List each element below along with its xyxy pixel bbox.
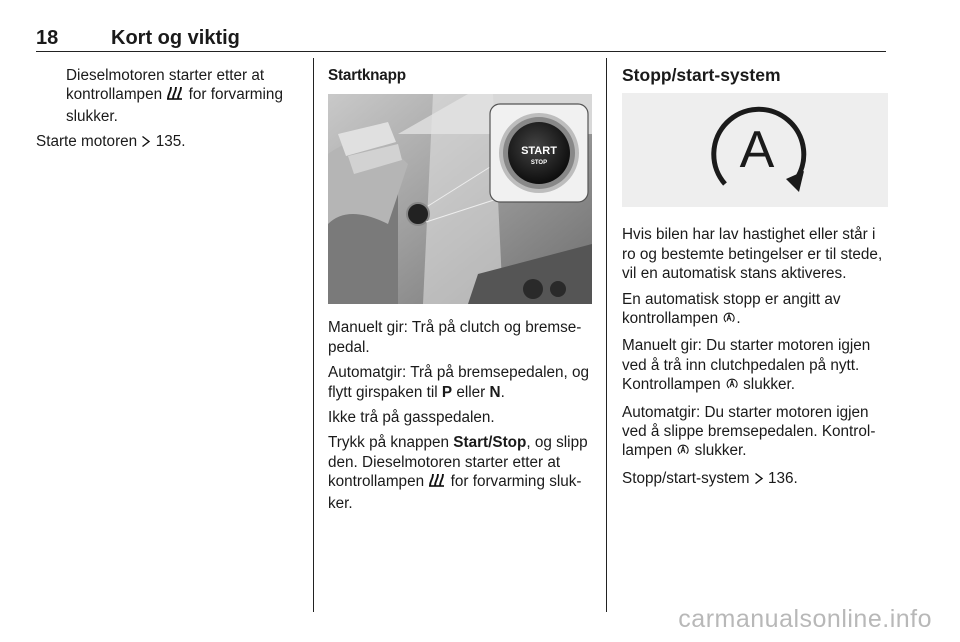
no-gas-paragraph: Ikke trå på gasspedalen. [328,409,495,427]
header-rule [36,51,886,52]
column-2 [328,66,592,519]
start-button-figure [328,94,592,304]
automatic-restart-paragraph: Automatgir: Du starter motoren igjen ved å slippe bremsepedalen. Kontrollampen slukker. [622,403,888,463]
page-number: 18 [36,27,59,49]
auto-stop-icon [722,311,736,330]
watermark: carmanualsonline.info [678,605,932,633]
page-ref-arrow-icon [141,134,151,153]
press-start-paragraph: Trykk på knappen Start/Stop, og slipp den. Dieselmotoren starter etter at kontrollampen for forvarming slukker. [328,434,588,512]
page-header [36,27,886,51]
start-label: START [521,145,557,158]
column-1 [36,66,298,160]
auto-stop-icon [725,377,739,396]
glow-plug-icon [428,472,446,493]
automatic-gear-paragraph: Automatgir: Trå på bremsepedalen, og flytt girspaken til P eller N. [328,364,590,401]
auto-stop-description: Hvis bilen har lav hastighet eller står i ro og bestemte betingelser er til stede, vil en automatisk stans aktiveres. [622,226,883,283]
glow-plug-icon [166,85,184,106]
manual-restart-paragraph: Manuelt gir: Du starter motoren igjen ved å trå inn clutchpedalen på nytt. Kontrollampen slukker. [622,336,888,396]
column-3 [622,66,888,496]
stop-start-reference: Stopp/start-system 136. [622,469,888,490]
diesel-paragraph: Dieselmotoren starter etter at kontrollampen for forvarming slukker. [66,67,283,125]
column-divider-1 [313,58,314,612]
stop-start-heading: Stopp/start-system [622,65,781,85]
stop-label: STOP [530,160,548,167]
auto-stop-indicator-paragraph: En automatisk stopp er angitt av kontrollampen . [622,290,888,331]
column-divider-2 [606,58,607,612]
manual-gear-paragraph: Manuelt gir: Trå på clutch og bremsepedal. [328,319,582,356]
auto-stop-letter: A [739,121,775,180]
page-link-135[interactable]: 135. [155,133,186,151]
page-link-136[interactable]: 136. [768,469,798,487]
auto-stop-figure [622,93,888,207]
auto-stop-icon [676,443,690,462]
start-engine-reference: Starte motoren 135. [36,132,298,153]
page-title: Kort og viktig [111,27,240,49]
startknapp-heading: Startknapp [328,67,406,84]
page-ref-arrow-icon [754,471,764,490]
